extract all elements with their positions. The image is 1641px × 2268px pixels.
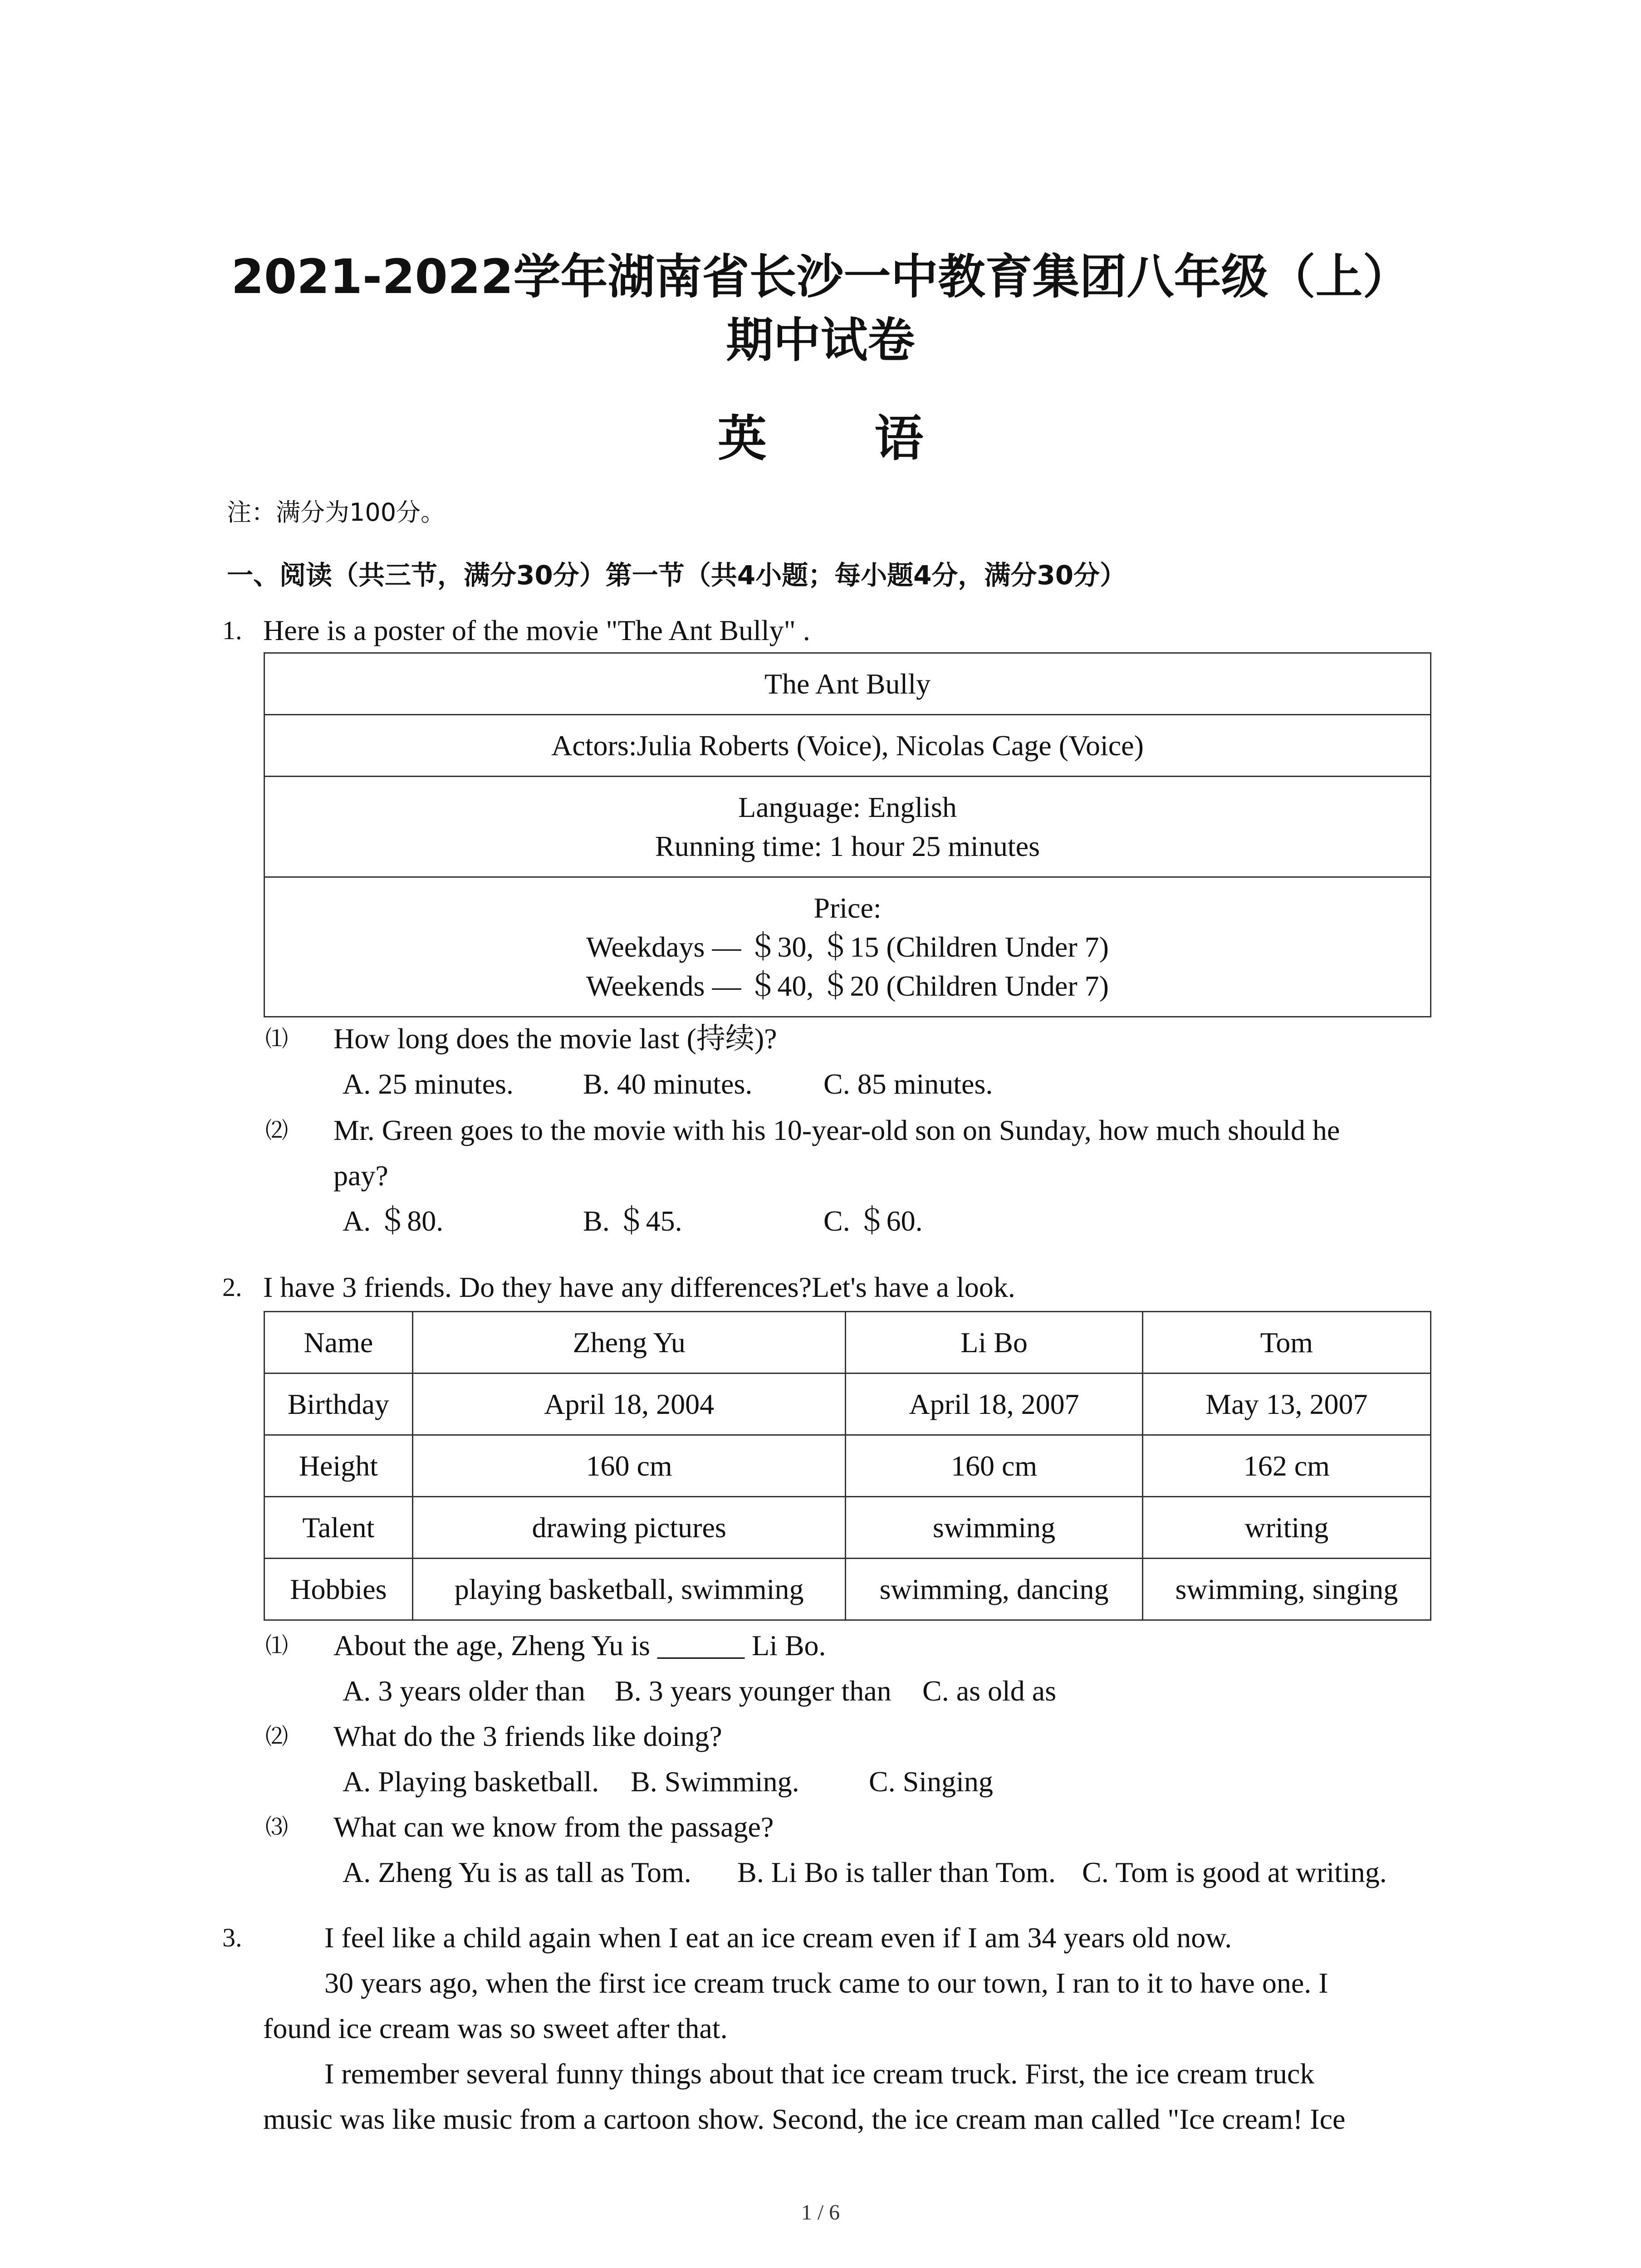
table-cell: swimming	[846, 1497, 1142, 1559]
table-row	[265, 1374, 1431, 1435]
poster-language-runtime	[265, 777, 1431, 877]
table-cell: Tom	[1142, 1312, 1430, 1374]
passage-line-5: music was like music from a cartoon show. Second, the ice cream man called "Ice cream! Ice	[263, 2103, 1346, 2135]
q1-sub2-question-line-1: Mr. Green goes to the movie with his 10-year-old son on Sunday, how much should he	[333, 1114, 1340, 1146]
page-number: 1 / 6	[801, 2200, 840, 2224]
q2-sub2-option-b[interactable]: B. Swimming.	[631, 1765, 799, 1798]
q1-sub2-option-c[interactable]: C. ＄60.	[823, 1205, 923, 1237]
table-cell: drawing pictures	[412, 1497, 846, 1559]
poster-price-label: Price:	[813, 891, 882, 924]
poster-price-weekdays: Weekdays — ＄30, ＄15 (Children Under 7)	[586, 930, 1109, 963]
poster-running-time: Running time: 1 hour 25 minutes	[655, 830, 1040, 862]
q1-sub2-question-line-2: pay?	[333, 1159, 388, 1192]
q1-sub2-number: ⑵	[265, 1118, 288, 1143]
table-row	[265, 1435, 1431, 1497]
poster-actors: Actors:Julia Roberts (Voice), Nicolas Cage (Voice)	[265, 715, 1431, 777]
q2-sub2-option-c[interactable]: C. Singing	[869, 1765, 993, 1798]
title-line-1: 2021-2022学年湖南省长沙一中教育集团八年级（上）	[231, 249, 1410, 304]
q2-sub1-question: About the age, Zheng Yu is ______ Li Bo.	[333, 1629, 826, 1662]
poster-price-weekends: Weekends — ＄40, ＄20 (Children Under 7)	[586, 969, 1109, 1002]
row-header-cell: Talent	[265, 1497, 413, 1559]
table-cell: April 18, 2007	[846, 1374, 1142, 1435]
table-cell: May 13, 2007	[1142, 1374, 1430, 1435]
table-row	[265, 1312, 1431, 1374]
q1-sub1-number: ⑴	[265, 1026, 288, 1051]
row-header-cell: Hobbies	[265, 1559, 413, 1620]
question-3-number: 3.	[222, 1923, 242, 1952]
q2-sub1-option-c[interactable]: C. as old as	[922, 1675, 1057, 1707]
table-cell: swimming, dancing	[846, 1559, 1142, 1620]
row-header-cell: Height	[265, 1435, 413, 1497]
poster-title: The Ant Bully	[265, 653, 1431, 715]
table-cell: Zheng Yu	[412, 1312, 846, 1374]
table-cell: swimming, singing	[1142, 1559, 1430, 1620]
question-1-number: 1.	[222, 616, 242, 645]
passage-line-4: I remember several funny things about that ice cream truck. First, the ice cream truck	[324, 2058, 1315, 2090]
question-1-intro: Here is a poster of the movie "The Ant Bully" .	[263, 614, 810, 646]
passage-line-1: I feel like a child again when I eat an ice cream even if I am 34 years old now.	[324, 1921, 1232, 1954]
q2-sub1-option-b[interactable]: B. 3 years younger than	[615, 1675, 892, 1707]
poster-price	[265, 877, 1431, 1017]
q2-sub2-option-a[interactable]: A. Playing basketball.	[343, 1765, 599, 1798]
friends-table	[264, 1311, 1431, 1621]
q2-sub3-option-c[interactable]: C. Tom is good at writing.	[1082, 1856, 1387, 1888]
movie-poster-table	[264, 652, 1431, 1017]
q2-sub3-option-b[interactable]: B. Li Bo is taller than Tom.	[737, 1856, 1056, 1888]
poster-language: Language: English	[738, 791, 957, 823]
question-2-intro: I have 3 friends. Do they have any differences?Let's have a look.	[263, 1271, 1015, 1303]
q1-sub1-option-c[interactable]: C. 85 minutes.	[823, 1068, 993, 1100]
passage-line-2: 30 years ago, when the first ice cream truck came to our town, I ran to it to have one. I	[324, 1967, 1328, 1999]
q1-sub1-question: How long does the movie last (持续)?	[333, 1022, 777, 1055]
score-note: 注：满分为100分。	[227, 498, 446, 527]
row-header-cell: Name	[265, 1312, 413, 1374]
subject-heading: 英 语	[717, 411, 969, 467]
table-cell: Li Bo	[846, 1312, 1142, 1374]
q2-sub3-option-a[interactable]: A. Zheng Yu is as tall as Tom.	[343, 1856, 691, 1888]
q2-sub1-option-a[interactable]: A. 3 years older than	[343, 1675, 585, 1707]
section-1-heading: 一、阅读（共三节，满分30分）第一节（共4小题；每小题4分，满分30分）	[227, 560, 1127, 591]
table-cell: 162 cm	[1142, 1435, 1430, 1497]
table-row	[265, 1497, 1431, 1559]
row-header-cell: Birthday	[265, 1374, 413, 1435]
table-row	[265, 1559, 1431, 1620]
q2-sub3-question: What can we know from the passage?	[333, 1811, 774, 1843]
q2-sub2-question: What do the 3 friends like doing?	[333, 1720, 722, 1752]
table-cell: playing basketball, swimming	[412, 1559, 846, 1620]
q1-sub2-option-b[interactable]: B. ＄45.	[583, 1205, 682, 1237]
table-cell: 160 cm	[412, 1435, 846, 1497]
table-cell: April 18, 2004	[412, 1374, 846, 1435]
table-cell: writing	[1142, 1497, 1430, 1559]
question-2-number: 2.	[222, 1272, 242, 1302]
q1-sub1-option-b[interactable]: B. 40 minutes.	[583, 1068, 753, 1100]
title-line-2: 期中试卷	[726, 313, 915, 368]
table-cell: 160 cm	[846, 1435, 1142, 1497]
q2-sub1-number: ⑴	[265, 1633, 288, 1658]
q2-sub3-number: ⑶	[265, 1814, 288, 1840]
q1-sub1-option-a[interactable]: A. 25 minutes.	[343, 1068, 514, 1100]
passage-line-3: found ice cream was so sweet after that.	[263, 2012, 728, 2044]
q1-sub2-option-a[interactable]: A. ＄80.	[343, 1205, 444, 1237]
q2-sub2-number: ⑵	[265, 1724, 288, 1749]
